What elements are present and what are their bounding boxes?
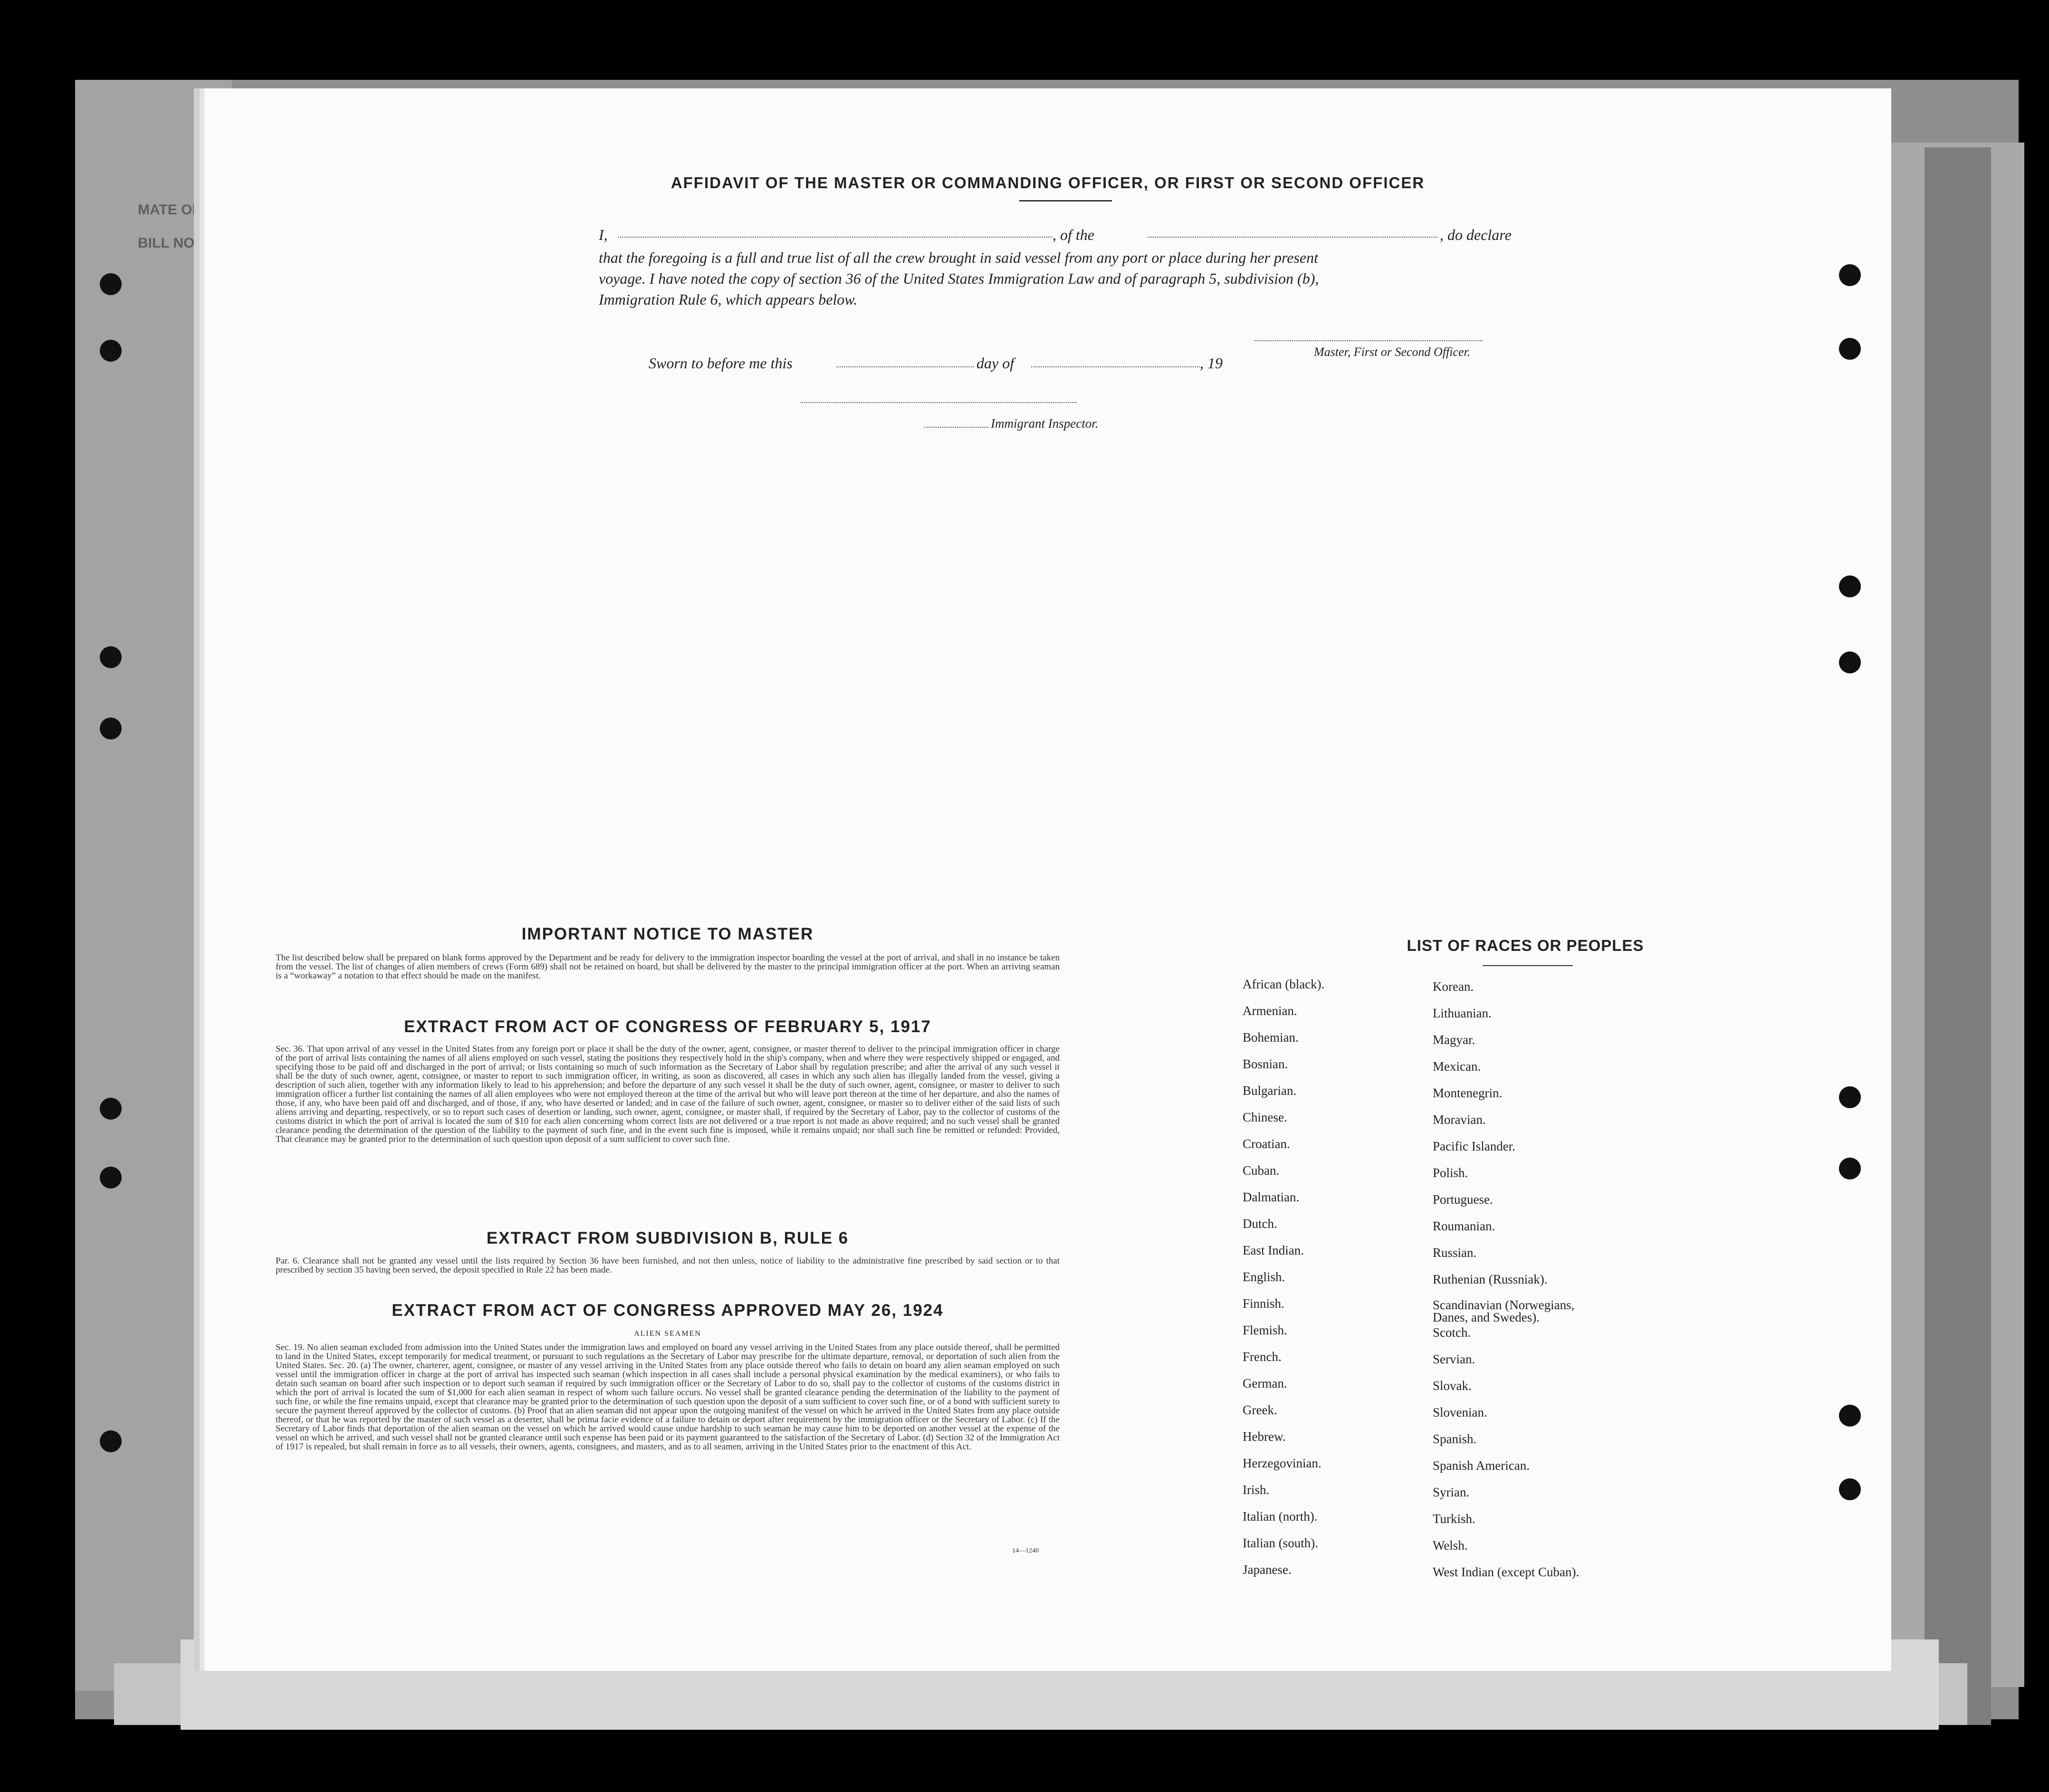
race-item: Herzegovinian. <box>1243 1456 1321 1470</box>
extract-1924-subtitle: ALIEN SEAMEN <box>634 1330 701 1338</box>
affidavit-line1-start: I, <box>599 226 608 243</box>
race-item: Pacific Islander. <box>1433 1139 1515 1153</box>
punch-hole <box>1839 338 1861 360</box>
race-item: Welsh. <box>1433 1538 1468 1552</box>
race-item: Mexican. <box>1433 1059 1481 1073</box>
race-item: Croatian. <box>1243 1137 1290 1151</box>
race-item: Servian. <box>1433 1352 1475 1366</box>
punch-hole <box>100 273 122 295</box>
race-item: Japanese. <box>1243 1562 1292 1577</box>
punch-hole <box>100 1430 122 1452</box>
background-stamp-line2: BILL NO. <box>138 235 199 251</box>
inspector-caption-lead <box>924 427 988 428</box>
race-item: Chinese. <box>1243 1110 1287 1124</box>
punch-hole <box>100 340 122 362</box>
signature-caption: Master, First or Second Officer. <box>1314 345 1471 359</box>
races-title: LIST OF RACES OR PEOPLES <box>1407 937 1644 954</box>
race-item: Finnish. <box>1243 1296 1284 1311</box>
race-item: Hebrew. <box>1243 1429 1286 1444</box>
punch-hole <box>1839 1086 1861 1108</box>
race-item: Scandinavian (Norwegians, Danes, and Swedes). <box>1433 1298 1575 1324</box>
race-item: French. <box>1243 1350 1282 1364</box>
race-item: Korean. <box>1433 979 1474 994</box>
race-item: English. <box>1243 1270 1285 1284</box>
affidavit-line2: that the foregoing is a full and true list of all the crew brought in said vessel from any port or place during her present <box>599 249 1318 266</box>
race-item: Irish. <box>1243 1483 1270 1497</box>
affidavit-title: AFFIDAVIT OF THE MASTER OR COMMANDING OFFICER, OR FIRST OR SECOND OFFICER <box>670 174 1425 192</box>
subdivision-body: Par. 6. Clearance shall not be granted any vessel until the lists required by Section 36 have been furnished, and not then unless, notice of liability to the administrative fine prescribed by said section or to that prescribed by section 35 having been served, the deposit specified in Rule 22 has been made. <box>276 1256 1060 1275</box>
punch-hole <box>100 718 122 739</box>
affidavit-line1-end: , do declare <box>1440 226 1512 243</box>
inspector-signature-field[interactable] <box>801 402 1076 403</box>
punch-hole <box>1839 1478 1861 1500</box>
race-item: Dutch. <box>1243 1217 1277 1231</box>
race-item: Italian (south). <box>1243 1536 1318 1550</box>
manifest-page <box>204 88 1891 1671</box>
race-item: Turkish. <box>1433 1512 1475 1526</box>
races-left-column <box>1243 977 1324 1589</box>
race-item: Montenegrin. <box>1433 1086 1503 1100</box>
back-sheet-right-shadow <box>1925 147 1991 1725</box>
notice-body: The list described below shall be prepared on blank forms approved by the Department and be ready for delivery to the immigration inspector boarding the vessel at the port of arrival, and shall in no instance be taken from the vessel. The list of changes of alien members of crews (Form 689) shall not be retained on board, but shall be delivered by the master to the principal immigration officer at the port. When an arriving seaman is a “workaway” a notation to that effect should be made on the manifest. <box>276 953 1060 981</box>
race-item: Armenian. <box>1243 1004 1297 1018</box>
extract-1917-body: Sec. 36. That upon arrival of any vessel in the United States from any foreign port or place it shall be the duty of the owner, agent, consignee, or master thereof to deliver to the principal immigration officer in charge of the port of arrival lists containing the names of all aliens employed on such vessel, stating the positions they respectively hold in the ship's company, when and where they were respectively shipped or engaged, and specifying those to be paid off and discharged in the port of arrival; or lists containing so much of such information as the Secretary of Labor shall by regulation prescribe; and after the arrival of any such vessel it shall be the duty of such owner, agent, consignee, or master to report to such immigration officer, in writing, as soon as discovered, all cases in which any such alien has illegally landed from the vessel, giving a description of such alien, together with any information likely to lead to his apprehension; and before the departure of any such vessel it shall be the duty of such owner, agent, consignee, or master to deliver to such immigration officer a further list containing the names of all alien employees who were not employed thereon at the time of the arrival but who will leave port thereon at the time of her departure, and also the names of those, if any, who have been paid off and discharged, and of those, if any, who have deserted or landed; and in case of the failure of such owner, agent, consignee, or master so to deliver either of the said lists of such aliens arriving and departing, respectively, or so to report such cases of desertion or landing, such owner, agent, consignee, or master shall, if required by the Secretary of Labor, pay to the collector of customs of the customs district in which the port of arrival is located the sum of $10 for each alien concerning whom correct lists are not delivered or a true report is not made as above required; and no such vessel shall be granted clearance pending the determination of the question of the liability to the payment of such fine, and in the event such fine is imposed, while it remains unpaid; nor shall such fine be remitted or refunded: Provided, That clearance may be granted prior to the determination of such question upon deposit of a sum sufficient to cover such fine. <box>276 1044 1060 1144</box>
punch-hole <box>100 646 122 668</box>
punch-hole <box>1839 652 1861 673</box>
master-signature-field[interactable] <box>1254 340 1483 341</box>
race-item: Portuguese. <box>1433 1192 1493 1207</box>
punch-hole <box>1839 264 1861 286</box>
sworn-start: Sworn to before me this <box>649 355 793 372</box>
race-item: Bosnian. <box>1243 1057 1288 1071</box>
race-item: Slovenian. <box>1433 1405 1487 1419</box>
extract-1924-body: Sec. 19. No alien seaman excluded from admission into the United States under the immigration laws and employed on board any vessel arriving in the United States from any place outside thereof, shall be permitted to land in the United States, except temporarily for medical treatment, or pursuant to such regulations as the Secretary of Labor may prescribe for the ultimate departure, removal, or deportation of such alien from the United States. Sec. 20. (a) The owner, charterer, agent, consignee, or master of any vessel arriving in the United States from any place outside thereof who fails to detain on board any alien seaman employed on such vessel until the immigration officer in charge at the port of arrival has inspected such seaman (which inspection in all cases shall include a personal physical examination by the medical examiners), or who fails to detain such seaman on board after such inspection or to deport such seaman if required by such immigration officer or the Secretary of Labor to do so, shall pay to the collector of customs of the customs district in which the port of arrival is located the sum of $1,000 for each alien seaman in respect of whom such failure occurs. No vessel shall be granted clearance pending the determination of the liability to the payment of such fine, or while the fine remains unpaid, except that clearance may be granted prior to the determination of such question upon the deposit of a sum sufficient to cover such fine, or of a bond with sufficient surety to secure the payment thereof approved by the collector of customs. (b) Proof that an alien seaman did not appear upon the outgoing manifest of the vessel on which he arrived in the United States from any place outside thereof, or that he was reported by the master of such vessel as a deserter, shall be prima facie evidence of a failure to detain or deport after requirement by the immigration officer or the Secretary of Labor. (c) If the Secretary of Labor finds that deportation of the alien seaman on the vessel on which he arrived would cause undue hardship to such seaman he may cause him to be deported on another vessel at the expense of the vessel on which he arrived, and such vessel shall not be granted clearance until such expense has been paid or its payment guaranteed to the satisfaction of the Secretary of Labor. (d) Section 32 of the Immigration Act of 1917 is repealed, but shall remain in force as to all vessels, their owners, agents, consignees, and masters, and as to all seamen, arriving in the United States prior to the enactment of this Act. <box>276 1342 1060 1452</box>
subdivision-title: EXTRACT FROM SUBDIVISION B, RULE 6 <box>486 1229 849 1247</box>
race-item: Slovak. <box>1433 1379 1472 1393</box>
race-item: West Indian (except Cuban). <box>1433 1565 1580 1579</box>
master-name-field[interactable] <box>618 237 1053 238</box>
race-item: Scotch. <box>1433 1325 1471 1340</box>
title-rule <box>1019 200 1112 201</box>
form-number: 14—1240 <box>1012 1547 1039 1554</box>
race-item: East Indian. <box>1243 1243 1304 1257</box>
sworn-end: , 19 <box>1200 355 1223 372</box>
notice-title: IMPORTANT NOTICE TO MASTER <box>521 925 814 943</box>
race-item: Polish. <box>1433 1166 1468 1180</box>
vessel-name-field[interactable] <box>1148 237 1437 238</box>
race-item: Cuban. <box>1243 1163 1280 1178</box>
extract-1917-title: EXTRACT FROM ACT OF CONGRESS OF FEBRUARY 5, 1917 <box>404 1017 931 1036</box>
races-right-column <box>1433 979 1604 1591</box>
race-item: Bulgarian. <box>1243 1083 1297 1098</box>
sworn-mid: day of <box>977 355 1015 372</box>
background-stamp-line1: MATE OF <box>138 202 201 218</box>
race-item: Moravian. <box>1433 1112 1486 1127</box>
race-item: African (black). <box>1243 977 1325 991</box>
punch-hole <box>100 1098 122 1120</box>
race-item: Flemish. <box>1243 1323 1287 1337</box>
race-item: Roumanian. <box>1433 1219 1495 1233</box>
race-item: Spanish. <box>1433 1432 1477 1446</box>
race-item: Italian (north). <box>1243 1509 1318 1524</box>
inspector-caption: Immigrant Inspector. <box>991 416 1099 431</box>
punch-hole <box>100 1167 122 1188</box>
affidavit-line4: Immigration Rule 6, which appears below. <box>599 291 858 308</box>
affidavit-line1-mid: , of the <box>1053 226 1094 243</box>
punch-hole <box>1839 575 1861 597</box>
race-item: Bohemian. <box>1243 1030 1299 1045</box>
sworn-month-field[interactable] <box>1031 366 1200 367</box>
race-item: Magyar. <box>1433 1033 1475 1047</box>
races-rule <box>1483 965 1573 966</box>
race-item: German. <box>1243 1376 1287 1390</box>
race-item: Dalmatian. <box>1243 1190 1300 1204</box>
race-item: Greek. <box>1243 1403 1277 1417</box>
extract-1924-title: EXTRACT FROM ACT OF CONGRESS APPROVED MAY 26, 1924 <box>392 1301 944 1320</box>
punch-hole <box>1839 1158 1861 1179</box>
race-item: Syrian. <box>1433 1485 1470 1499</box>
race-item: Russian. <box>1433 1246 1477 1260</box>
race-item: Ruthenian (Russniak). <box>1433 1272 1548 1286</box>
punch-hole <box>1839 1405 1861 1427</box>
sworn-day-field[interactable] <box>836 366 974 367</box>
race-item: Lithuanian. <box>1433 1006 1492 1020</box>
affidavit-line3: voyage. I have noted the copy of section 36 of the United States Immigration Law and of paragraph 5, subdivision (b), <box>599 270 1319 287</box>
race-item: Spanish American. <box>1433 1458 1530 1473</box>
